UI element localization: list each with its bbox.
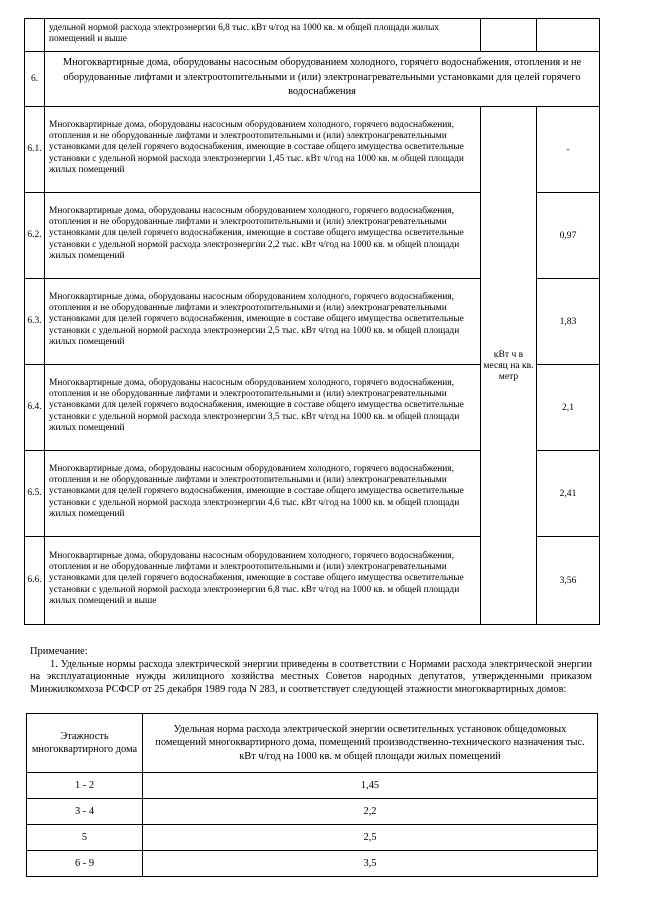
row-description: Многоквартирные дома, оборудованы насосным оборудованием холодного, горячего водоснабжения, отопления и не оборудованные лифтами и электроотопительными и (или) электронагревательными установками для целей горячего водоснабжения, имеющие в составе общего имущества осветительные установки с удельной нормой расхода электроэнергии 4,6 тыс. кВт ч/год на 1000 кв. м общей площади жилых помещений — [45, 450, 481, 536]
table-row — [25, 106, 600, 192]
floors-cell: 1 - 2 — [27, 773, 143, 799]
row-number: 6.3. — [25, 278, 45, 364]
norms-table — [24, 18, 600, 625]
row-description: Многоквартирные дома, оборудованы насосным оборудованием холодного, горячего водоснабжения, отопления и не оборудованные лифтами и электроотопительными и (или) электронагревательными установками для целей горячего водоснабжения, имеющие в составе общего имущества осветительные установки с удельной нормой расхода электроэнергии 2,2 тыс. кВт ч/год на 1000 кв. м общей площади жилых помещений — [45, 192, 481, 278]
value-cell — [537, 19, 600, 52]
row-number-cell — [25, 19, 45, 52]
note-block — [30, 646, 592, 696]
row-description: Многоквартирные дома, оборудованы насосным оборудованием холодного, горячего водоснабжения, отопления и не оборудованные лифтами и электроотопительными и (или) электронагревательными установками для целей горячего водоснабжения, имеющие в составе общего имущества осветительные установки с удельной нормой расхода электроэнергии 2,5 тыс. кВт ч/год на 1000 кв. м общей площади жилых помещений — [45, 278, 481, 364]
table-header-row — [27, 714, 598, 773]
section-number: 6. — [25, 52, 45, 107]
floors-cell: 5 — [27, 825, 143, 851]
note-paragraph: 1. Удельные нормы расхода электрической энергии приведены в соответствии с Нормами расхода электрической энергии на эксплуатационные нужды жилищного хозяйства местных Советов народных депутатов, утвержденными приказом Минжилкомхоза РСФСР от 25 декабря 1989 года N 283, и соответствует следующей этажности многоквартирных домов: — [30, 658, 592, 695]
row-number: 6.6. — [25, 536, 45, 624]
unit-cell — [481, 19, 537, 52]
row-description: Многоквартирные дома, оборудованы насосным оборудованием холодного, горячего водоснабжения, отопления и не оборудованные лифтами и электроотопительными и (или) электронагревательными установками для целей горячего водоснабжения, имеющие в составе общего имущества осветительные установки с удельной нормой расхода электроэнергии 1,45 тыс. кВт ч/год на 1000 кв. м общей площади жилых помещений — [45, 106, 481, 192]
section-row — [25, 52, 600, 107]
table-row — [27, 773, 598, 799]
floors-cell: 6 - 9 — [27, 851, 143, 877]
row-value: - — [537, 106, 600, 192]
norm-cell: 1,45 — [143, 773, 598, 799]
floors-header: Этажность многоквартирного дома — [27, 714, 143, 773]
table-row — [27, 825, 598, 851]
continued-description-cell: удельной нормой расхода электроэнергии 6,8 тыс. кВт ч/год на 1000 кв. м общей площади жилых помещений и выше — [45, 19, 481, 52]
norm-cell: 3,5 — [143, 851, 598, 877]
norm-header: Удельная норма расхода электрической энергии осветительных установок общедомовых помещений многоквартирного дома, помещений производственно-технического назначения тыс. кВт ч/год на 1000 кв. м общей площади жилых помещений — [143, 714, 598, 773]
row-number: 6.5. — [25, 450, 45, 536]
row-number: 6.2. — [25, 192, 45, 278]
floors-cell: 3 - 4 — [27, 799, 143, 825]
table-row — [27, 799, 598, 825]
row-description: Многоквартирные дома, оборудованы насосным оборудованием холодного, горячего водоснабжения, отопления и не оборудованные лифтами и электроотопительными и (или) электронагревательными установками для целей горячего водоснабжения, имеющие в составе общего имущества осветительные установки с удельной нормой расхода электроэнергии 3,5 тыс. кВт ч/год на 1000 кв. м общей площади жилых помещений — [45, 364, 481, 450]
row-value: 2,41 — [537, 450, 600, 536]
norm-cell: 2,2 — [143, 799, 598, 825]
row-description: Многоквартирные дома, оборудованы насосным оборудованием холодного, горячего водоснабжения, отопления и не оборудованные лифтами и электроотопительными и (или) электронагревательными установками для целей горячего водоснабжения, имеющие в составе общего имущества осветительные установки с удельной нормой расхода электроэнергии 6,8 тыс. кВт ч/год на 1000 кв. м общей площади жилых помещений и выше — [45, 536, 481, 624]
floors-table — [26, 713, 598, 877]
table-row — [27, 851, 598, 877]
row-value: 2,1 — [537, 364, 600, 450]
unit-label: кВт ч в месяц на кв. метр — [481, 106, 537, 624]
row-number: 6.1. — [25, 106, 45, 192]
section-heading: Многоквартирные дома, оборудованы насосным оборудованием холодного, горячего водоснабжения, отопления и не оборудованные лифтами и электроотопительными и (или) электронагревательными установками для целей горячего водоснабжения — [45, 52, 600, 107]
row-value: 3,56 — [537, 536, 600, 624]
row-value: 1,83 — [537, 278, 600, 364]
table-row — [25, 19, 600, 52]
row-number: 6.4. — [25, 364, 45, 450]
row-value: 0,97 — [537, 192, 600, 278]
norm-cell: 2,5 — [143, 825, 598, 851]
note-title: Примечание: — [30, 646, 88, 657]
